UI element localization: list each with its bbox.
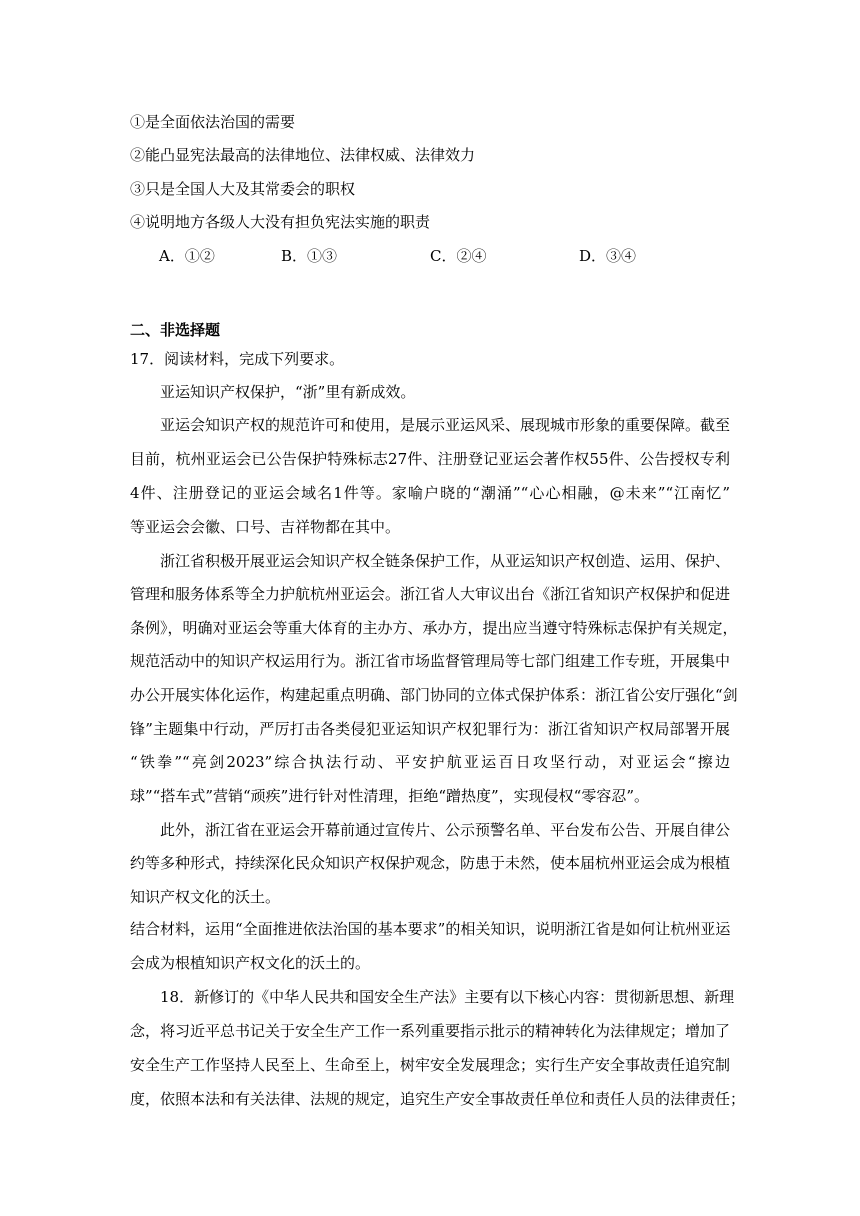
q17-material-line: 知识产权文化的沃土。 <box>130 888 281 906</box>
q16-item-3: ③只是全国人大及其常委会的职权 <box>130 180 356 198</box>
q17-material-line: 目前，杭州亚运会已公告保护特殊标志27件、注册登记亚运会著作权55件、公告授权专利 <box>130 450 730 468</box>
q16-option-d: D．③④ <box>579 247 637 265</box>
q16-option-c: C．②④ <box>430 247 487 265</box>
q18-line: 度，依照本法和有关法律、法规的规定，追究生产安全事故责任单位和责任人员的法律责任； <box>130 1090 746 1108</box>
q18-line: 念，将习近平总书记关于安全生产工作一系列重要指示批示的精神转化为法律规定；增加了 <box>130 1022 731 1040</box>
q17-question-line: 结合材料，运用“全面推进依法治国的基本要求”的相关知识，说明浙江省是如何让杭州亚运 <box>130 920 731 938</box>
q16-option-b: B．①③ <box>281 247 338 265</box>
q16-item-4: ④说明地方各级人大没有担负宪法实施的职责 <box>130 213 431 231</box>
section-title: 二、非选择题 <box>130 321 221 339</box>
q17-material-line: 此外，浙江省在亚运会开幕前通过宣传片、公示预警名单、平台发布公告、开展自律公 <box>160 821 731 839</box>
q17-material-line: 亚运会知识产权的规范许可和使用，是展示亚运风采、展现城市形象的重要保障。截至 <box>160 416 731 434</box>
q17-material-line: 条例》，明确对亚运会等重大体育的主办方、承办方，提出应当遵守特殊标志保护有关规定， <box>130 619 738 637</box>
q17-material-line: 约等多种形式，持续深化民众知识产权保护观念，防患于未然，使本届杭州亚运会成为根植 <box>130 854 731 872</box>
q18-line: 18．新修订的《中华人民共和国安全生产法》主要有以下核心内容：贯彻新思想、新理 <box>160 988 735 1006</box>
q17-material-line: 管理和服务体系等全力护航杭州亚运会。浙江省人大审议出台《浙江省知识产权保护和促进 <box>130 585 731 603</box>
q17-stem: 17．阅读材料，完成下列要求。 <box>130 350 345 368</box>
q16-option-a: A．①② <box>159 247 215 265</box>
q17-material-line: 规范活动中的知识产权运用行为。浙江省市场监督管理局等七部门组建工作专班，开展集中 <box>130 652 731 670</box>
q16-item-1: ①是全面依法治国的需要 <box>130 113 296 131</box>
q17-material-line: 等亚运会会徽、口号、吉祥物都在其中。 <box>130 518 401 536</box>
q17-material-line: 办公开展实体化运作，构建起重点明确、部门协同的立体式保护体系：浙江省公安厅强化“剑 <box>130 686 738 704</box>
q17-material-line: 亚运知识产权保护，“浙”里有新成效。 <box>160 383 416 401</box>
q18-line: 安全生产工作坚持人民至上、生命至上，树牢安全发展理念；实行生产安全事故责任追究制 <box>130 1056 731 1074</box>
q17-material-line: 4件、注册登记的亚运会域名1件等。家喻户晓的“潮涌”“心心相融，@未来”“江南忆” <box>130 484 730 502</box>
q16-item-2: ②能凸显宪法最高的法律地位、法律权威、法律效力 <box>130 146 476 164</box>
q17-material-line: 锋”主题集中行动，严厉打击各类侵犯亚运知识产权犯罪行为：浙江省知识产权局部署开展 <box>130 720 730 738</box>
q17-material-line: 球”“搭车式”营销“顽疾”进行针对性清理，拒绝“蹭热度”，实现侵权“零容忍”。 <box>130 787 650 805</box>
q17-material-line: 浙江省积极开展亚运会知识产权全链条保护工作，从亚运知识产权创造、运用、保护、 <box>160 552 731 570</box>
q17-material-line: “铁拳”“亮剑2023”综合执法行动、平安护航亚运百日攻坚行动，对亚运会“擦边 <box>130 753 730 771</box>
q17-question-line: 会成为根植知识产权文化的沃土的。 <box>130 954 371 972</box>
